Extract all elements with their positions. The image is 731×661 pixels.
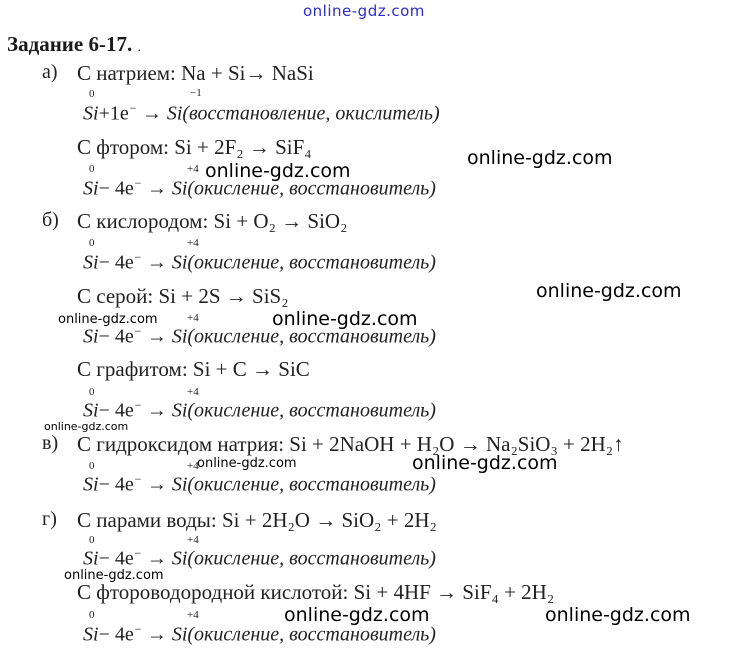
eq-arrow: →: [141, 102, 162, 125]
eq-arrow: →: [146, 325, 167, 348]
ox-right-oxygen: +4: [187, 237, 199, 249]
ox-right-naoh: +4: [187, 460, 199, 472]
ox-left-water: 0: [89, 534, 95, 546]
watermark-top: online-gdz.com: [303, 2, 425, 20]
ox-right-sodium: −1: [190, 87, 202, 99]
reaction-oxygen: С кислородом: Si + O₂ → SiO₂: [77, 209, 348, 233]
watermark-5: online-gdz.com: [272, 308, 418, 330]
ox-left-hf: 0: [89, 609, 95, 621]
reaction-naoh: С гидроксидом натрия: Si + 2NaOH + H₂O → Na₂SiO₃ + 2H₂↑: [77, 432, 624, 456]
eq-atom2: Si: [171, 251, 188, 274]
eq-atom2: Si: [171, 325, 188, 348]
eq-note: (окисление, восстановитель): [187, 547, 436, 570]
watermark-3: online-gdz.com: [536, 280, 682, 302]
eq-atom2: Si: [171, 547, 188, 570]
watermark-9: online-gdz.com: [64, 568, 164, 583]
electron-balance-water: [83, 546, 436, 571]
eq-atom: Si: [83, 102, 99, 125]
ox-left-sodium: 0: [89, 88, 95, 100]
electron-balance-hf: [83, 622, 436, 647]
eq-note: (окисление, восстановитель): [187, 251, 436, 274]
ox-right-sulfur: +4: [187, 312, 199, 324]
eq-arrow: →: [146, 399, 167, 422]
watermark-11: online-gdz.com: [545, 604, 691, 626]
eq-note: (восстановление, окислитель): [182, 102, 440, 125]
watermark-10: online-gdz.com: [284, 604, 430, 626]
ox-left-naoh: 0: [89, 460, 95, 472]
electron-balance-fluorine: [83, 176, 436, 201]
eq-note: (окисление, восстановитель): [187, 399, 436, 422]
eq-atom: Si: [83, 177, 99, 200]
watermark-4: online-gdz.com: [58, 312, 158, 327]
eq-middle: − 4e: [98, 473, 134, 496]
eq-atom2: Si: [171, 623, 188, 646]
eq-middle: − 4e: [98, 251, 134, 274]
item-label-g: г): [42, 508, 57, 530]
eq-middle: − 4e: [98, 399, 134, 422]
ox-right-water: +4: [187, 534, 199, 546]
reaction-hf: С фтороводородной кислотой: Si + 4HF → SiF₄ + 2H₂: [77, 580, 555, 604]
item-label-v: в): [42, 432, 59, 454]
ox-right-fluorine: +4: [187, 163, 199, 175]
eq-minus: −: [133, 324, 142, 338]
eq-note: (окисление, восстановитель): [187, 623, 436, 646]
eq-note: (окисление, восстановитель): [187, 325, 436, 348]
task-title-tail: .: [137, 40, 141, 55]
ox-right-graphite: +4: [187, 386, 199, 398]
eq-minus: −: [133, 250, 142, 264]
eq-middle: − 4e: [98, 325, 134, 348]
reaction-sulfur: С серой: Si + 2S → SiS₂: [77, 284, 289, 308]
eq-atom2: Si: [171, 399, 188, 422]
item-label-b: б): [42, 209, 59, 231]
eq-note: (окисление, восстановитель): [187, 473, 436, 496]
reaction-fluorine: С фтором: Si + 2F₂ → SiF₄: [77, 135, 312, 159]
eq-atom2: Si: [171, 177, 188, 200]
item-label-a: а): [42, 61, 58, 83]
eq-atom2: Si: [166, 102, 183, 125]
eq-minus: −: [128, 101, 137, 115]
eq-atom: Si: [83, 399, 99, 422]
eq-atom: Si: [83, 623, 99, 646]
eq-arrow: →: [146, 473, 167, 496]
electron-balance-graphite: [83, 398, 436, 423]
watermark-7: online-gdz.com: [197, 456, 297, 471]
electron-balance-oxygen: [83, 250, 436, 275]
watermark-8: online-gdz.com: [412, 452, 558, 474]
eq-minus: −: [133, 176, 142, 190]
task-title-text: Задание 6-17.: [7, 32, 133, 56]
electron-balance-sulfur: [83, 324, 436, 349]
electron-balance-sodium: [83, 101, 440, 126]
watermark-6: online-gdz.com: [44, 420, 129, 433]
ox-right-hf: +4: [187, 609, 199, 621]
ox-left-graphite: 0: [89, 386, 95, 398]
task-title: [7, 32, 141, 57]
eq-atom: Si: [83, 547, 99, 570]
ox-left-fluorine: 0: [89, 163, 95, 175]
watermark-2: online-gdz.com: [467, 147, 613, 169]
eq-arrow: →: [146, 177, 167, 200]
eq-middle: − 4e: [98, 177, 134, 200]
reaction-water: С парами воды: Si + 2H₂O → SiO₂ + 2H₂: [77, 508, 437, 532]
electron-balance-naoh: [83, 472, 436, 497]
watermark-1: online-gdz.com: [205, 160, 351, 182]
eq-arrow: →: [146, 251, 167, 274]
eq-minus: −: [133, 398, 142, 412]
eq-arrow: →: [146, 623, 167, 646]
reaction-graphite: С графитом: Si + C → SiC: [77, 357, 310, 381]
reaction-sodium: С натрием: Na + Si→ NaSi: [77, 61, 314, 85]
eq-minus: −: [133, 472, 142, 486]
eq-minus: −: [133, 622, 142, 636]
eq-note: (окисление, восстановитель): [187, 177, 436, 200]
eq-minus: −: [133, 546, 142, 560]
eq-middle: − 4e: [98, 623, 134, 646]
eq-atom2: Si: [171, 473, 188, 496]
eq-middle: − 4e: [98, 547, 134, 570]
ox-left-oxygen: 0: [89, 237, 95, 249]
eq-atom: Si: [83, 325, 99, 348]
eq-atom: Si: [83, 473, 99, 496]
eq-arrow: →: [146, 547, 167, 570]
eq-atom: Si: [83, 251, 99, 274]
eq-middle: +1e: [98, 102, 129, 125]
